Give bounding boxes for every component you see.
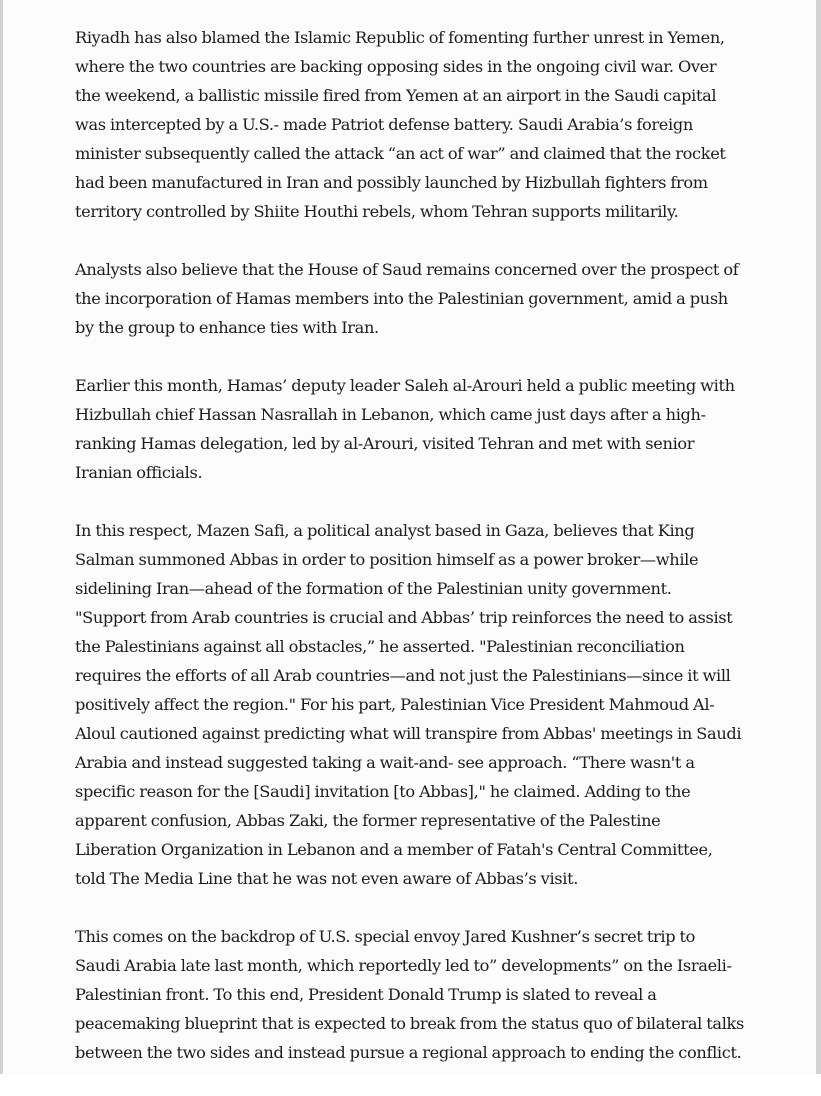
text-line: the Palestinians against all obstacles,” he asserted. "Palestinian reconciliation	[75, 637, 685, 656]
paragraph-mazen-safi	[75, 516, 765, 893]
text-line: Salman summoned Abbas in order to position himself as a power broker—while	[75, 550, 699, 569]
text-line: apparent confusion, Abbas Zaki, the former representative of the Palestine	[75, 811, 661, 830]
paragraph-hamas-meeting	[75, 371, 765, 487]
text-line: ranking Hamas delegation, led by al-Arouri, visited Tehran and met with senior	[75, 434, 695, 453]
text-line: Hizbullah chief Hassan Nasrallah in Lebanon, which came just days after a high-	[75, 405, 706, 424]
text-line: Aloul cautioned against predicting what will transpire from Abbas' meetings in Saudi	[75, 724, 742, 743]
text-line: the incorporation of Hamas members into the Palestinian government, amid a push	[75, 289, 728, 308]
text-line: minister subsequently called the attack “an act of war” and claimed that the rocket	[75, 144, 726, 163]
text-line: Analysts also believe that the House of Saud remains concerned over the prospect of	[75, 260, 739, 279]
text-line: Earlier this month, Hamas’ deputy leader Saleh al-Arouri held a public meeting with	[75, 376, 735, 395]
text-line: Iranian officials.	[75, 463, 203, 482]
text-line: between the two sides and instead pursue a regional approach to ending the conflict.	[75, 1043, 742, 1062]
text-line: "Support from Arab countries is crucial and Abbas’ trip reinforces the need to assist	[75, 608, 733, 627]
text-line: Palestinian front. To this end, President Donald Trump is slated to reveal a	[75, 985, 657, 1004]
article-body	[75, 23, 765, 1096]
paragraph-yemen-unrest	[75, 23, 765, 226]
text-line: Liberation Organization in Lebanon and a member of Fatah's Central Committee,	[75, 840, 713, 859]
text-line: where the two countries are backing opposing sides in the ongoing civil war. Over	[75, 57, 717, 76]
text-line: Saudi Arabia late last month, which reportedly led to” developments” on the Israeli-	[75, 956, 732, 975]
text-line: In this respect, Mazen Safi, a political analyst based in Gaza, believes that King	[75, 521, 695, 540]
text-line: the weekend, a ballistic missile fired from Yemen at an airport in the Saudi capital	[75, 86, 717, 105]
text-line: by the group to enhance ties with Iran.	[75, 318, 379, 337]
text-line: specific reason for the [Saudi] invitation [to Abbas]," he claimed. Adding to the	[75, 782, 691, 801]
text-line: positively affect the region." For his part, Palestinian Vice President Mahmoud Al-	[75, 695, 715, 714]
text-line: told The Media Line that he was not even aware of Abbas’s visit.	[75, 869, 579, 888]
text-line: requires the efforts of all Arab countries—and not just the Palestinians—since it will	[75, 666, 731, 685]
paragraph-house-of-saud	[75, 255, 765, 342]
text-line: had been manufactured in Iran and possibly launched by Hizbullah fighters from	[75, 173, 708, 192]
text-line: sidelining Iran—ahead of the formation of the Palestinian unity government.	[75, 579, 672, 598]
paragraph-kushner-trip	[75, 922, 765, 1067]
text-line: was intercepted by a U.S.- made Patriot defense battery. Saudi Arabia’s foreign	[75, 115, 693, 134]
text-line: peacemaking blueprint that is expected to break from the status quo of bilateral talks	[75, 1014, 744, 1033]
text-line: Arabia and instead suggested taking a wait-and- see approach. “There wasn't a	[75, 753, 695, 772]
text-line: territory controlled by Shiite Houthi rebels, whom Tehran supports militarily.	[75, 202, 679, 221]
text-line: Riyadh has also blamed the Islamic Republic of fomenting further unrest in Yemen,	[75, 28, 725, 47]
text-line: This comes on the backdrop of U.S. special envoy Jared Kushner’s secret trip to	[75, 927, 696, 946]
